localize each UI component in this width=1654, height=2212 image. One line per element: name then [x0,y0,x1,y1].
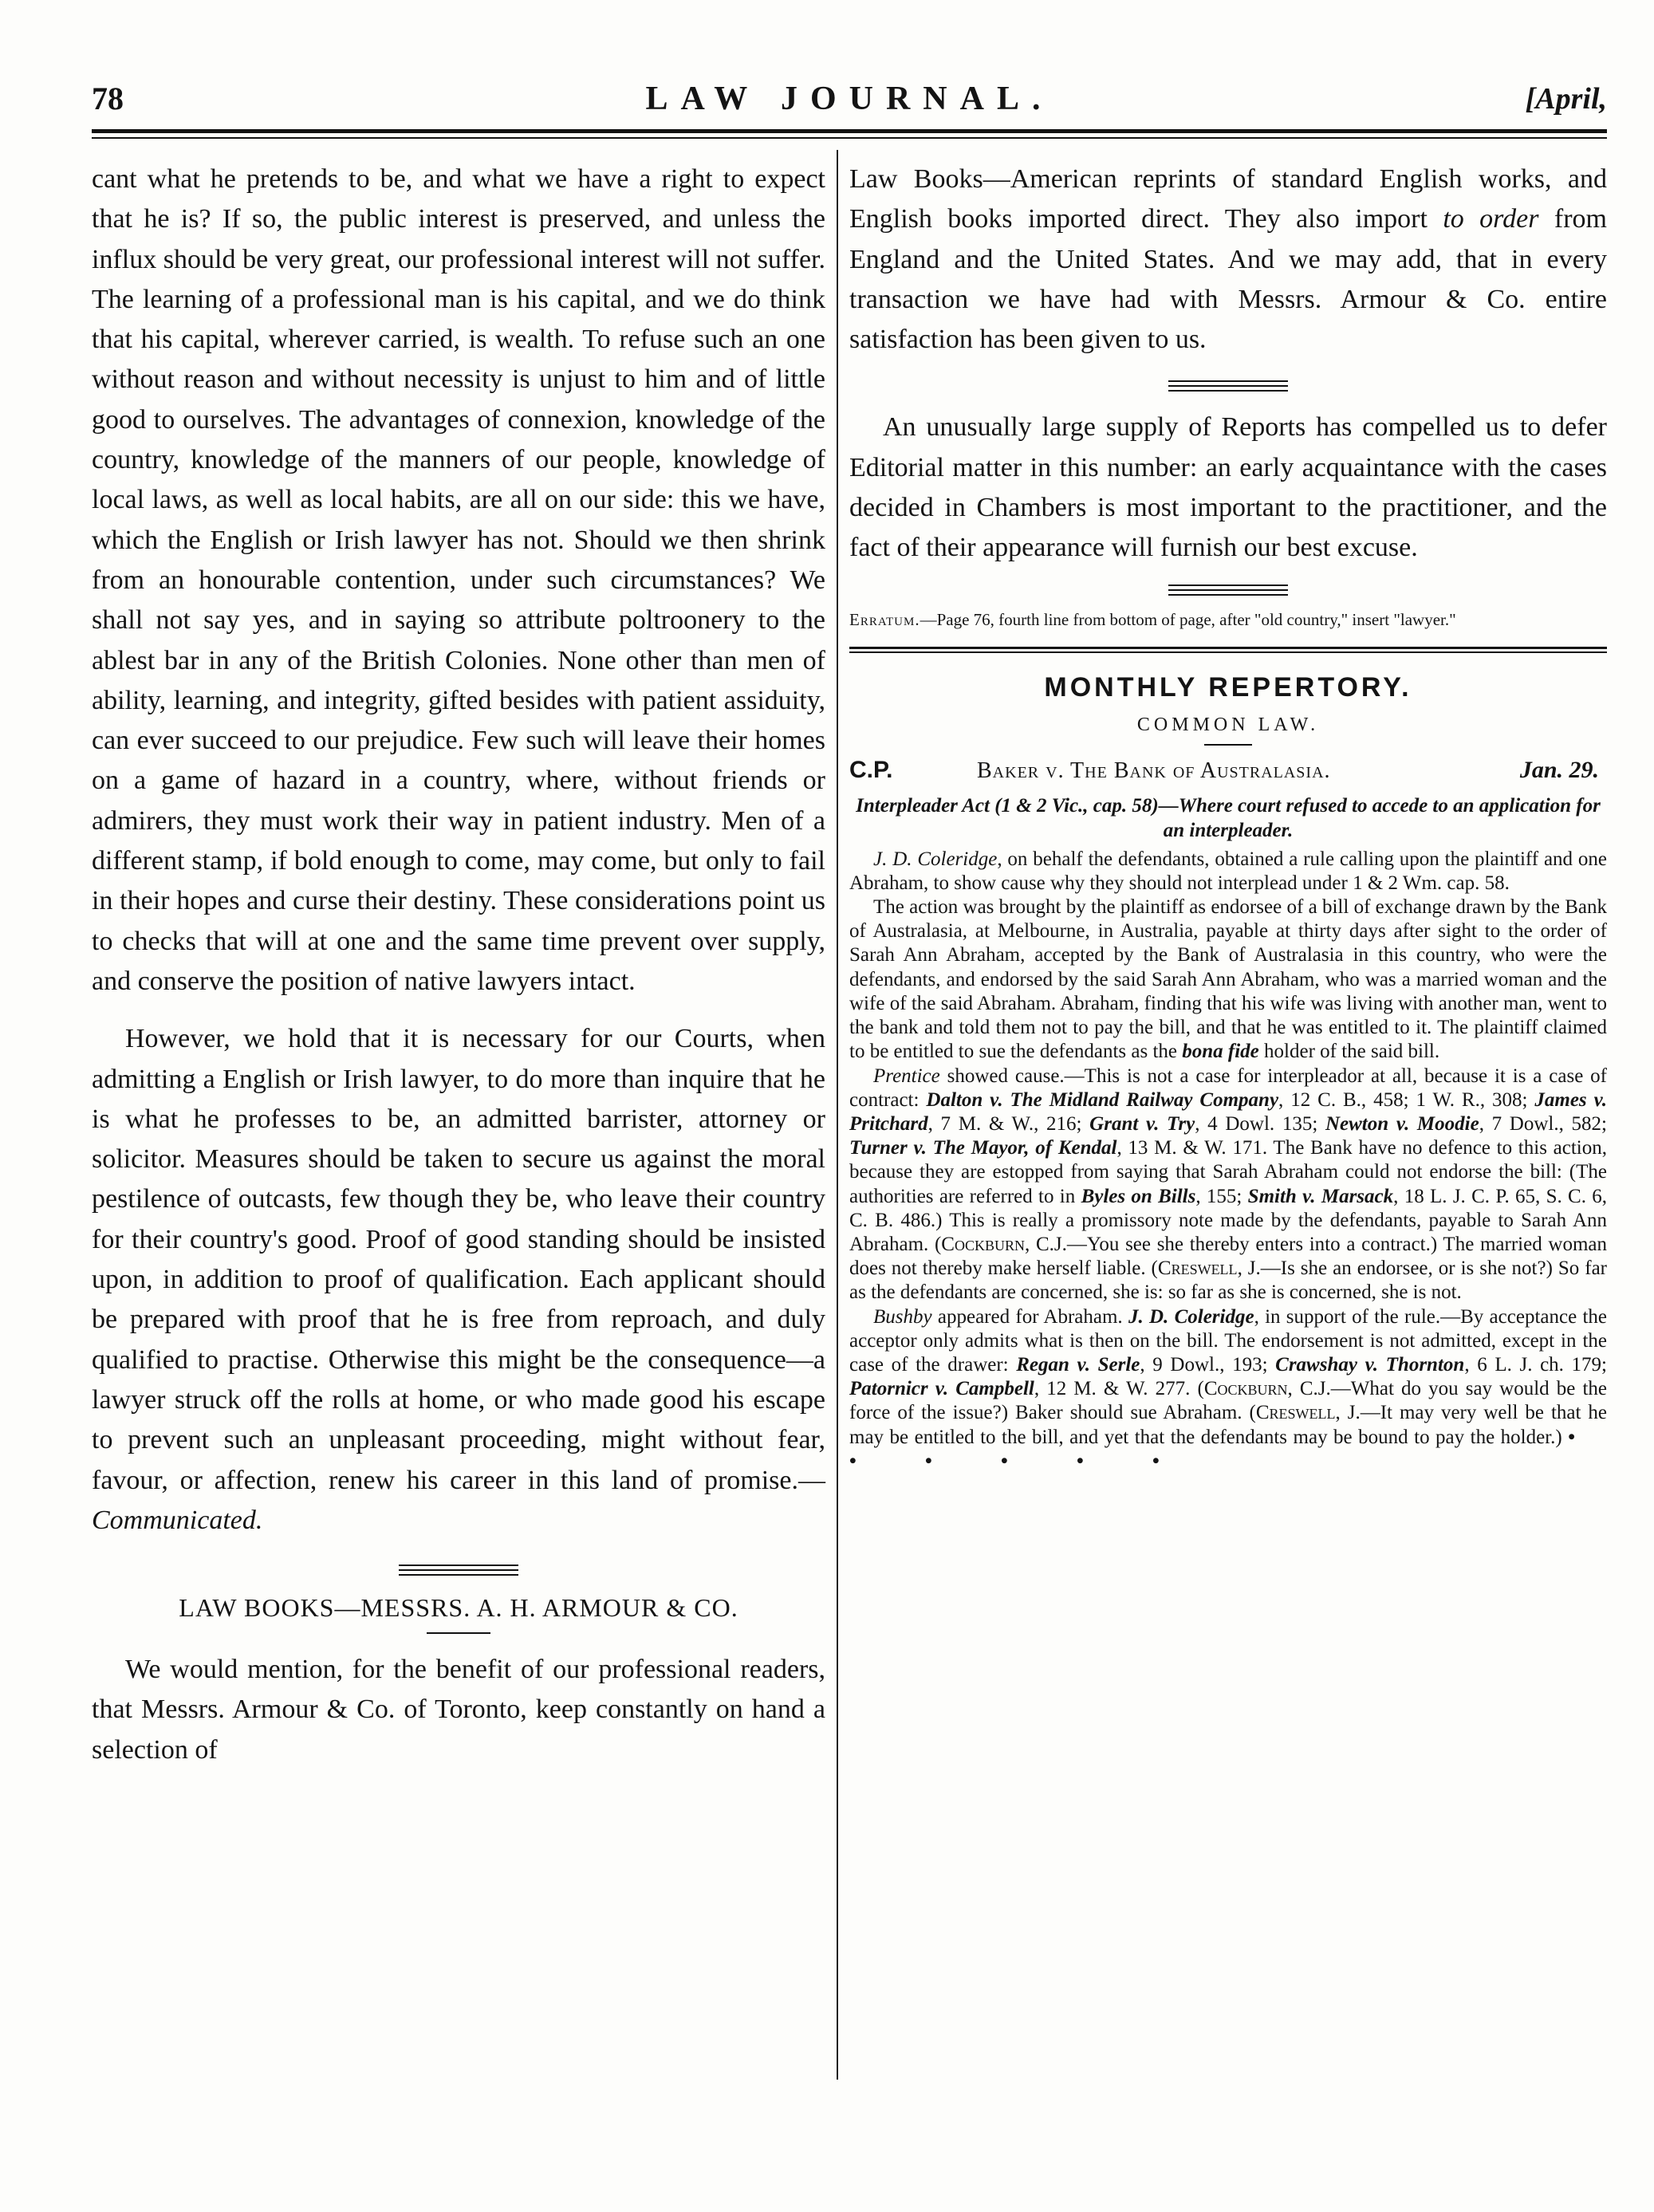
header-rule-thick [92,129,1607,133]
common-law-subtitle: COMMON LAW. [1136,714,1320,735]
citation: Patornicr v. Campbell [849,1378,1034,1400]
section-separator-3 [1168,584,1288,596]
case-p4-b: , in support of the rule.—By acceptance the acceptor only admits what is then on the bill. The endorsement is not admitted, except in the case of the drawer: [849,1305,1607,1376]
counsel-name: J. D. Coleridge [1128,1305,1254,1328]
case-p4-text: appeared for Abraham. [931,1305,1128,1328]
case-p3-d: , 4 Dowl. 135; [1195,1112,1325,1135]
case-p3-f: , 13 M. & W. 171. The Bank have no defence to this action, because they are estopped from saying that Sarah Abraham could not endorse the bill: (The authorities are referred to in [849,1137,1607,1207]
case-p1-text: , on behalf the defendants, obtained a rule calling upon the plaintiff and one Abraham, to show cause why they should not interplead under 1 & 2 Wm. cap. 58. [849,848,1607,894]
armour-cont-text-a: Law Books—American reprints of standard English works, and English books imported direct. They also import [849,164,1607,234]
right-column [849,159,1607,1474]
case-p3-c: , 7 M. & W., 216; [927,1112,1090,1135]
case-p3-i: , C.J.—You see she thereby enters into a contract.) The married woman does not thereby make herself liable. ( [849,1233,1607,1280]
armour-cont-emphasis: to order [1443,204,1539,234]
case-p2-end: holder of the said bill. [1258,1041,1440,1063]
case-paragraph-1 [849,848,1607,895]
citation: Crawshay v. Thornton [1275,1353,1465,1376]
case-heading [849,757,1607,793]
case-p4-e: , 12 M. & W. 277. ( [1034,1378,1204,1400]
armour-paragraph: We would mention, for the benefit of our professional readers, that Messrs. Armour & Co. of Toronto, keep constantly on hand a selection of [92,1655,825,1765]
section-separator [399,1565,518,1576]
case-p3-h: , 18 L. J. C. P. 65, S. C. 6, C. B. 486.) This is really a promissory note made by the defendants, payable to Sarah Ann Abraham. ( [849,1185,1608,1255]
section-separator-2 [1168,380,1288,392]
erratum-text: —Page 76, fourth line from bottom of page, after "old country," insert "lawyer." [920,609,1456,629]
left-column [92,159,825,1770]
citation: James v. Pritchard [849,1088,1608,1135]
reports-notice: An unusually large supply of Reports has compelled us to defer Editorial matter in this number: an early acquaintance with the cases decided in Chambers is most important to the practitioner, and the fact of their appearance will furnish our best excuse. [849,412,1607,563]
case-paragraph-3 [849,1065,1607,1305]
editorial-paragraph-1: cant what he pretends to be, and what we have a right to expect that he is? If so, the public interest is preserved, and unless the influx should be very great, our professional interest will not suffer. The learning of a professional man is his capital, and we do think that his capital, wherever carried, is wealth. To refuse such an one without reason and without necessity is unjust to him and of little good to ourselves. The advantages of connexion, knowledge of the country, knowledge of the manners of our people, knowledge of local laws, as well as local habits, are all on our side: this we have, which the English or Irish lawyer has not. Should we then shrink from an honourable contention, under such circumstances? We shall not say yes, and in saying so attribute poltroonery to the ablest bar in any of the British Colonies. None other than men of ability, learning, and integrity, gifted besides with patient assiduity, can ever succeed to our prejudice. Few such will leave their homes on a game of hazard in a country, where, without friends or admirers, they must work their way in patient industry. Men of a different stamp, if bold enough to come, may come, but only to fail in their hopes and curse their destiny. These considerations point us to checks that will at one and the same time prevent over supply, and conserve the position of native lawyers intact. [92,164,825,996]
monthly-repertory-title: MONTHLY REPERTORY. [1044,671,1412,703]
case-p4-g: , J.—It may very well be that he may be entitled to the bill, and yet that the defendants may be bound to pay the holder.) [849,1402,1607,1448]
ellipsis-dots: • • • • • • [849,1426,1608,1472]
citation: Regan v. Serle [1016,1353,1140,1376]
section-heading-law-books: LAW BOOKS—MESSRS. A. H. ARMOUR & CO. [179,1593,738,1623]
repertory-rule-2 [849,651,1607,653]
erratum-note [849,607,1607,632]
counsel-name-bushby: Bushby [873,1305,932,1328]
case-p3-g: , 155; [1195,1185,1248,1207]
case-p3-text: showed cause.—This is not a case for interpleador at all, because it is a case of contract: [849,1065,1607,1111]
citation: Turner v. The Mayor, of Kendal [849,1137,1117,1159]
case-p3-e: , 7 Dowl., 582; [1479,1112,1607,1135]
citation: Newton v. Moodie [1325,1112,1479,1135]
armour-cont-text-b: from England and the United States. And we may add, that in every transaction we have had with Messrs. Armour & Co. entire satisfaction has been given to us. [849,204,1607,355]
signoff-communicated: Communicated. [92,1505,263,1535]
case-p4-d: , 6 L. J. ch. 179; [1464,1353,1608,1376]
heading-underline [427,1632,490,1634]
citation: Smith v. Marsack [1247,1185,1394,1207]
header-rule-thin [92,137,1607,139]
case-name: Baker v. The Bank of Australasia. [977,758,1331,783]
case-paragraph-4 [849,1305,1607,1474]
citation: Dalton v. The Midland Railway Company [926,1088,1279,1111]
journal-title: LAW JOURNAL. [645,81,1053,117]
header-month: [April, [1525,82,1607,116]
case-date: Jan. 29. [1519,756,1599,783]
subtitle-underline [1204,744,1252,746]
running-header [92,80,1607,128]
judge-name: Creswell [1157,1258,1238,1280]
case-paragraph-2 [849,895,1607,1064]
page-number: 78 [92,81,124,116]
case-p3-b: , 12 C. B., 458; 1 W. R., 308; [1278,1088,1535,1111]
paragraph-2-text: However, we hold that it is necessary for our Courts, when admitting a English or Irish lawyer, to do more than inquire that he is what he professes to be, an admitted barrister, attorney or solicitor. Measures should be taken to secure us against the moral pestilence of outcasts, few though they be, who leave their country for their country's good. Proof of good standing should be insisted upon, in addition to proof of qualification. Each applicant should be prepared with proof that he is free from reproach, and duly qualified to practise. Otherwise this might be the consequence—a lawyer struck off the rolls at home, or who made good his escape to prevent such an unpleasant proceeding, might without fear, favour, or affection, renew his career in this land of promise.— [92,1024,825,1495]
case-p2-text: The action was brought by the plaintiff as endorsee of a bill of exchange drawn by the Bank of Australasia, at Melbourne, in Australia, payable at thirty days after sight to the order of Sarah Ann Abraham, accepted by the Bank of Australasia in this country, who were the defendants, and endorsed by the said Sarah Ann Abraham, who was a married woman and the wife of the said Abraham. Abraham, finding that his wife was living with another man, went to the bank and told them not to pay the bill, and that he was entitled to it. The plaintiff claimed to be entitled to sue the defendants as the [849,896,1607,1063]
repertory-rule-1 [849,647,1607,649]
judge-name: Cockburn [941,1233,1025,1255]
column-divider [837,150,838,2080]
case-p2-emphasis: bona fide [1182,1041,1259,1063]
case-p4-f: , C.J.—What do you say would be the force of the issue?) Baker should sue Abraham. ( [849,1378,1607,1424]
judge-name: Cockburn [1203,1378,1288,1400]
case-headnote: Interpleader Act (1 & 2 Vic., cap. 58)—Where court refused to accede to an application for an interpleader. [856,794,1601,841]
editorial-paragraph-2 [92,1019,825,1541]
erratum-label: Erratum. [849,609,920,629]
counsel-name-prentice: Prentice [873,1065,940,1087]
counsel-name: J. D. Coleridge [873,848,998,870]
citation: Byles on Bills [1081,1185,1196,1207]
armour-paragraph-continued [849,159,1607,360]
citation: Grant v. Try [1089,1112,1195,1135]
case-p3-j: , J.—Is she an endorsee, or is she not?) So far as the defendants are concerned, she is: so far as she is concerned, she is not. [849,1258,1608,1304]
case-court: C.P. [849,756,893,783]
judge-name: Creswell [1255,1402,1336,1424]
case-p4-c: , 9 Dowl., 193; [1140,1353,1276,1376]
